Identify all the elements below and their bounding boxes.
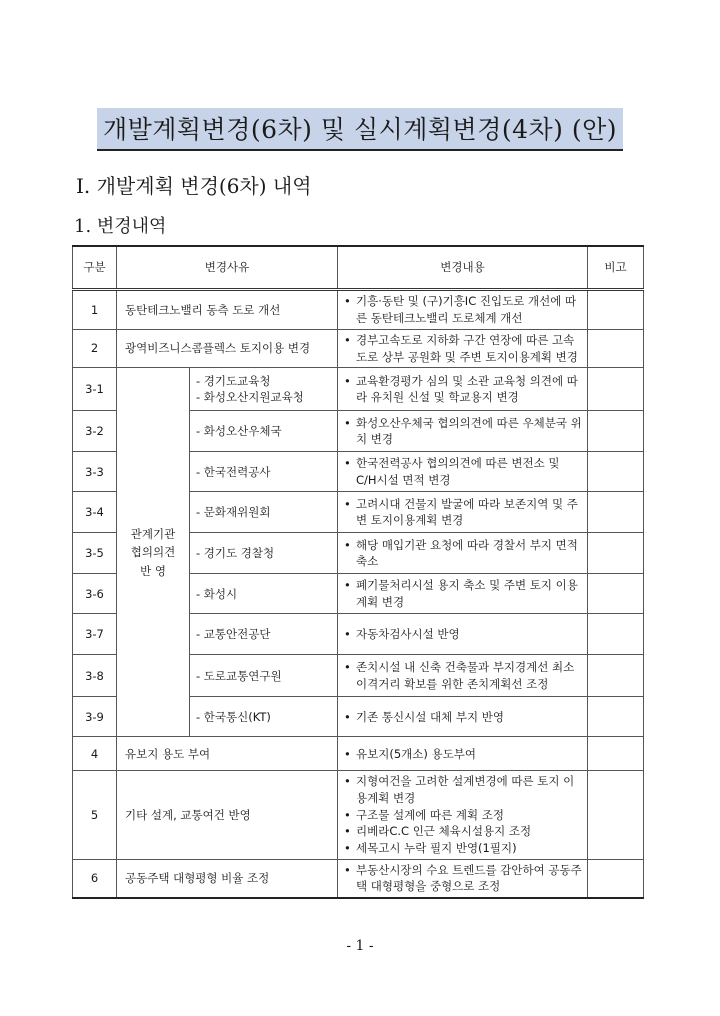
row-number: 3-8: [73, 655, 117, 697]
bullet-icon: •: [344, 841, 351, 856]
agency-line: - 경기도교육청: [196, 373, 271, 388]
note-cell: [588, 330, 644, 368]
row-number: 3-9: [73, 697, 117, 737]
note-cell: [588, 574, 644, 614]
change-content: [338, 290, 588, 330]
page-number: - 1 -: [346, 938, 374, 954]
note-cell: [588, 771, 644, 859]
agency-name: [190, 411, 338, 452]
row-number: 3-4: [73, 492, 117, 533]
table-row: [73, 859, 644, 898]
agency-group-line: 반 영: [140, 563, 166, 578]
document-title: 개발계획변경(6차) 및 실시계획변경(4차) (안): [97, 108, 623, 151]
bullet-item: [344, 537, 583, 570]
bullet-icon: •: [344, 627, 351, 641]
bullet-item: [344, 709, 583, 726]
note-cell: [588, 452, 644, 492]
bullet-text: 화성오산우체국 협의의견에 따른 우체분국 위치 변경: [356, 415, 582, 447]
change-content: [338, 411, 588, 452]
bullet-item: [344, 455, 583, 488]
bullet-text: 기흥·동탄 및 (구)기흥IC 진입도로 개선에 따른 동탄테크노밸리 도로체계 개선: [356, 294, 577, 325]
bullet-text: 존치시설 내 신축 건축물과 부지경계선 최소 이격거리 확보를 위한 존치계획선 조정: [356, 660, 575, 691]
bullet-icon: •: [344, 415, 351, 430]
change-reason: 공동주택 대형평형 비율 조정: [117, 859, 338, 898]
bullet-text: 유보지(5개소) 용도부여: [356, 746, 476, 761]
bullet-icon: •: [344, 774, 351, 789]
header-no: 구분: [73, 246, 117, 290]
note-cell: [588, 533, 644, 574]
row-number: 6: [73, 859, 117, 898]
note-cell: [588, 290, 644, 330]
table-header-row: [73, 246, 644, 290]
bullet-item: [344, 823, 583, 840]
row-number: 3-5: [73, 533, 117, 574]
bullet-icon: •: [344, 824, 351, 839]
change-content: [338, 492, 588, 533]
title-wrap: [0, 108, 720, 151]
agency-name: [190, 533, 338, 574]
table-row: [73, 368, 644, 411]
row-number: 4: [73, 737, 117, 771]
header-note: 비고: [588, 246, 644, 290]
change-content: [338, 859, 588, 898]
change-content: [338, 368, 588, 411]
bullet-text: 세목고시 누락 필지 반영(1필지): [356, 841, 517, 856]
agency-name: [190, 697, 338, 737]
bullet-text: 폐기물처리시설 용지 축소 및 주변 토지 이용계획 변경: [356, 578, 578, 609]
bullet-item: [344, 862, 583, 895]
note-cell: [588, 655, 644, 697]
bullet-icon: •: [344, 709, 351, 724]
row-number: 3-6: [73, 574, 117, 614]
row-number: 3-7: [73, 614, 117, 655]
bullet-item: [344, 332, 583, 365]
header-reason: 변경사유: [117, 246, 338, 290]
change-table: [72, 245, 644, 899]
table-row: [73, 330, 644, 368]
note-cell: [588, 368, 644, 411]
agency-line: - 화성시: [196, 586, 238, 601]
change-content: [338, 452, 588, 492]
change-reason: 기타 설계, 교통여건 반영: [117, 771, 338, 859]
bullet-item: [344, 293, 583, 326]
bullet-icon: •: [344, 373, 351, 388]
change-content: [338, 330, 588, 368]
agency-line: - 한국전력공사: [196, 464, 271, 479]
bullet-text: 고려시대 건물지 발굴에 따라 보존지역 및 주변 토지이용계획 변경: [356, 496, 578, 528]
agency-name: [190, 452, 338, 492]
bullet-text: 교육환경평가 심의 및 소관 교육청 의견에 따라 유치원 신설 및 학교용지 변경: [356, 373, 578, 405]
bullet-icon: •: [344, 807, 351, 822]
bullet-text: 기존 통신시설 대체 부지 반영: [356, 709, 504, 724]
agency-line: - 한국통신(KT): [196, 709, 271, 724]
agency-name: [190, 574, 338, 614]
agency-line: - 경기도 경찰청: [196, 546, 275, 560]
change-content: [338, 655, 588, 697]
row-number: 5: [73, 771, 117, 859]
agency-name: [190, 614, 338, 655]
bullet-text: 구조물 설계에 따른 계획 조정: [356, 807, 504, 822]
agency-name: [190, 368, 338, 411]
bullet-icon: •: [344, 294, 351, 309]
agency-line: - 화성오산지원교육청: [196, 390, 304, 405]
change-content: [338, 697, 588, 737]
bullet-icon: •: [344, 578, 351, 593]
bullet-text: 자동차검사시설 반영: [356, 627, 460, 641]
bullet-icon: •: [344, 746, 351, 761]
bullet-icon: •: [344, 537, 351, 552]
bullet-text: 해당 매입기관 요청에 따라 경찰서 부지 면적 축소: [356, 537, 578, 569]
agency-line: - 화성오산우체국: [196, 424, 282, 438]
bullet-text: 부동산시장의 수요 트렌드를 감안하여 공동주택 대형평형을 중형으로 조정: [356, 862, 582, 894]
bullet-item: [344, 773, 583, 806]
table-row: [73, 737, 644, 771]
agency-name: [190, 492, 338, 533]
bullet-icon: •: [344, 496, 351, 511]
bullet-text: 경부고속도로 지하화 구간 연장에 따른 고속도로 상부 공원화 및 주변 토지이용계획 변경: [356, 333, 578, 364]
bullet-item: [344, 746, 583, 763]
change-content: [338, 737, 588, 771]
bullet-item: [344, 626, 583, 643]
agency-line: - 도로교통연구원: [196, 668, 282, 683]
change-content: [338, 574, 588, 614]
row-number: 2: [73, 330, 117, 368]
change-content: [338, 771, 588, 859]
note-cell: [588, 697, 644, 737]
agency-line: - 문화재위원회: [196, 505, 271, 519]
note-cell: [588, 614, 644, 655]
bullet-item: [344, 840, 583, 857]
bullet-icon: •: [344, 333, 351, 347]
bullet-icon: •: [344, 862, 351, 877]
bullet-item: [344, 496, 583, 529]
row-number: 3-3: [73, 452, 117, 492]
change-content: [338, 533, 588, 574]
agency-line: - 교통안전공단: [196, 627, 271, 641]
table-body: [73, 290, 644, 899]
bullet-text: 한국전력공사 협의의견에 따른 변전소 및 C/H시설 면적 변경: [356, 456, 560, 487]
row-number: 3-1: [73, 368, 117, 411]
row-number: 3-2: [73, 411, 117, 452]
header-content: 변경내용: [338, 246, 588, 290]
bullet-item: [344, 659, 583, 692]
change-content: [338, 614, 588, 655]
table-row: [73, 290, 644, 330]
bullet-icon: •: [344, 456, 351, 471]
note-cell: [588, 859, 644, 898]
change-reason: 유보지 용도 부여: [117, 737, 338, 771]
change-reason: 동탄테크노밸리 동측 도로 개선: [117, 290, 338, 330]
bullet-item: [344, 807, 583, 824]
note-cell: [588, 737, 644, 771]
bullet-text: 지형여건을 고려한 설계변경에 따른 토지 이용계획 변경: [356, 774, 575, 806]
section-heading: Ⅰ. 개발계획 변경(6차) 내역: [76, 174, 312, 198]
agency-group-label: [117, 368, 190, 737]
bullet-item: [344, 415, 583, 448]
change-reason: 광역비즈니스콤플렉스 토지이용 변경: [117, 330, 338, 368]
note-cell: [588, 492, 644, 533]
bullet-icon: •: [344, 660, 351, 675]
agency-group-line: 관계기관: [130, 526, 176, 541]
note-cell: [588, 411, 644, 452]
agency-group-line: 협의의견: [130, 545, 176, 560]
bullet-item: [344, 577, 583, 610]
table-row: [73, 771, 644, 859]
row-number: 1: [73, 290, 117, 330]
subsection-heading: 1. 변경내역: [74, 216, 167, 237]
bullet-text: 리베라C.C 인근 체육시설용지 조정: [356, 824, 532, 839]
bullet-item: [344, 373, 583, 406]
agency-name: [190, 655, 338, 697]
